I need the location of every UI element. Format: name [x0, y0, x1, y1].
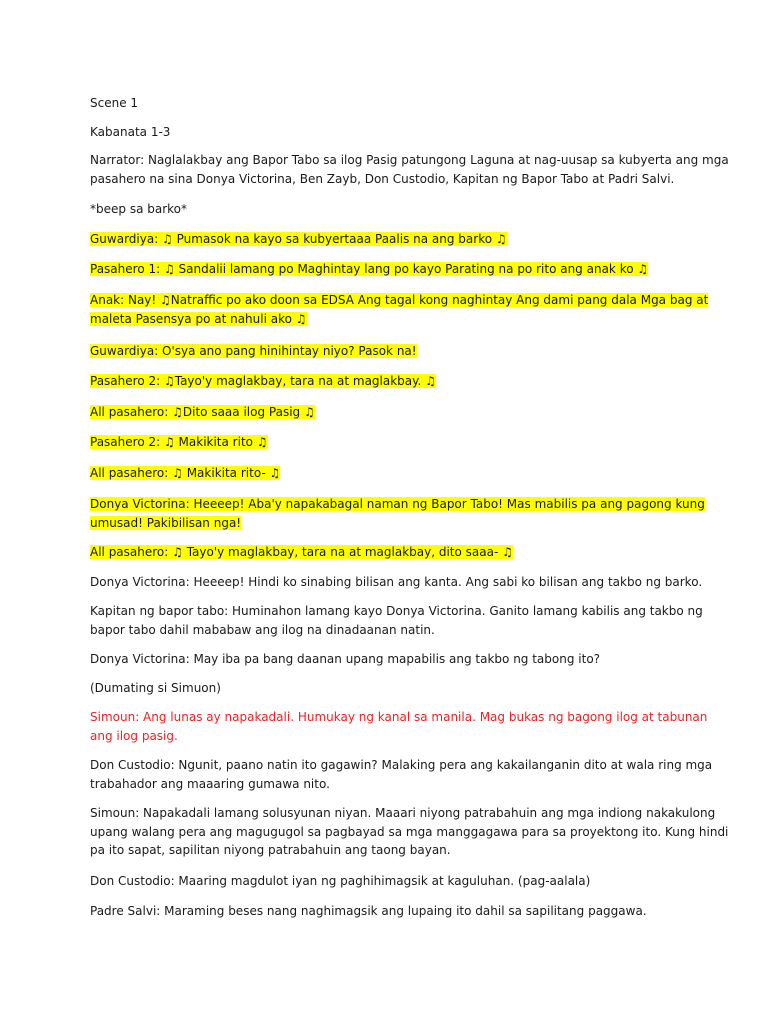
paragraph-donya1	[90, 495, 705, 532]
paragraph-dumating	[90, 679, 680, 698]
paragraph-beep	[90, 200, 680, 219]
paragraph-line: Kabanata 1-3	[90, 125, 171, 139]
paragraph-allpasahero3	[90, 543, 680, 562]
paragraph-line: Narrator: Naglalakbay ang Bapor Tabo sa ilog Pasig patungong Laguna at nag-uusap sa kubyerta ang mga	[90, 153, 729, 167]
paragraph-line: All pasahero: ♫ Tayo'y maglakbay, tara na at maglakbay, dito saaa- ♫	[90, 545, 513, 559]
paragraph-kapitan	[90, 602, 703, 639]
paragraph-line: Pasahero 1: ♫ Sandalii lamang po Maghintay lang po kayo Parating na po rito ang anak ko ♫	[90, 262, 649, 276]
paragraph-donya2	[90, 573, 703, 592]
paragraph-line: Don Custodio: Ngunit, paano natin ito gagawin? Malaking pera ang kakailanganin dito at wala ring mga	[90, 758, 713, 772]
paragraph-custodio1	[90, 756, 713, 793]
paragraph-pasahero2b	[90, 433, 680, 452]
paragraph-line: bapor tabo dahil mababaw ang ilog na dinadaanan natin.	[90, 622, 435, 637]
paragraph-kabanata	[90, 123, 680, 142]
paragraph-line: Don Custodio: Maaring magdulot iyan ng paghihimagsik at kaguluhan. (pag-aalala)	[90, 874, 591, 888]
paragraph-line: umusad! Pakibilisan nga!	[90, 515, 242, 530]
paragraph-line: Anak: Nay! ♫Natraffic po ako doon sa EDSA Ang tagal kong naghintay Ang dami pang dala Mga bag at	[90, 293, 709, 307]
paragraph-line: pa ito sapat, sapilitan niyong patrabahuin ang taong bayan.	[90, 843, 451, 858]
paragraph-guwardiya1	[90, 230, 680, 249]
paragraph-line: Guwardiya: ♫ Pumasok na kayo sa kubyertaaa Paalis na ang barko ♫	[90, 232, 507, 246]
paragraph-allpasahero1	[90, 403, 680, 422]
paragraph-line: Donya Victorina: Heeeep! Hindi ko sinabing bilisan ang kanta. Ang sabi ko bilisan ang takbo ng barko.	[90, 575, 703, 589]
paragraph-line: ang ilog pasig.	[90, 728, 178, 743]
paragraph-salvi	[90, 902, 680, 921]
paragraph-line: *beep sa barko*	[90, 202, 188, 216]
paragraph-line: Pasahero 2: ♫Tayo'y maglakbay, tara na at maglakbay. ♫	[90, 374, 436, 388]
paragraph-line: upang walang pera ang magugugol sa pagbayad sa mga manggagawa para sa proyektong ito. Kung hindi	[90, 824, 729, 839]
paragraph-line: All pasahero: ♫Dito saaa ilog Pasig ♫	[90, 405, 315, 419]
paragraph-narrator	[90, 151, 729, 188]
paragraph-line: All pasahero: ♫ Makikita rito- ♫	[90, 466, 281, 480]
paragraph-line: Kapitan ng bapor tabo: Huminahon lamang kayo Donya Victorina. Ganito lamang kabilis ang takbo ng	[90, 604, 703, 618]
paragraph-line: Simoun: Ang lunas ay napakadali. Humukay ng kanal sa manila. Mag bukas ng bagong ilog at tabunan	[90, 710, 708, 724]
paragraph-line: trabahador ang maaaring gumawa nito.	[90, 776, 330, 791]
paragraph-scene	[90, 94, 680, 113]
paragraph-custodio2	[90, 872, 680, 891]
paragraph-line: Simoun: Napakadali lamang solusyunan niyan. Maaari niyong patrabahuin ang mga indiong nakakulong	[90, 806, 716, 820]
paragraph-simoun1	[90, 708, 708, 745]
paragraph-pasahero2a	[90, 372, 680, 391]
paragraph-line: Pasahero 2: ♫ Makikita rito ♫	[90, 435, 268, 449]
paragraph-line: Padre Salvi: Maraming beses nang naghimagsik ang lupaing ito dahil sa sapilitang paggawa.	[90, 904, 647, 918]
paragraph-simoun2	[90, 804, 729, 860]
paragraph-allpasahero2	[90, 464, 680, 483]
paragraph-line: Donya Victorina: Heeeep! Aba'y napakabagal naman ng Bapor Tabo! Mas mabilis pa ang pagong kung	[90, 497, 705, 511]
paragraph-line: Guwardiya: O'sya ano pang hinihintay niyo? Pasok na!	[90, 344, 417, 358]
paragraph-pasahero1	[90, 260, 680, 279]
paragraph-anak	[90, 291, 709, 328]
paragraph-donya3	[90, 650, 680, 669]
paragraph-guwardiya2	[90, 342, 680, 361]
paragraph-line: (Dumating si Simuon)	[90, 681, 221, 695]
paragraph-line: Donya Victorina: May iba pa bang daanan upang mapabilis ang takbo ng tabong ito?	[90, 652, 601, 666]
paragraph-line: pasahero na sina Donya Victorina, Ben Zayb, Don Custodio, Kapitan ng Bapor Tabo at Padri Salvi.	[90, 171, 675, 186]
paragraph-line: Scene 1	[90, 96, 139, 110]
paragraph-line: maleta Pasensya po at nahuli ako ♫	[90, 311, 307, 326]
